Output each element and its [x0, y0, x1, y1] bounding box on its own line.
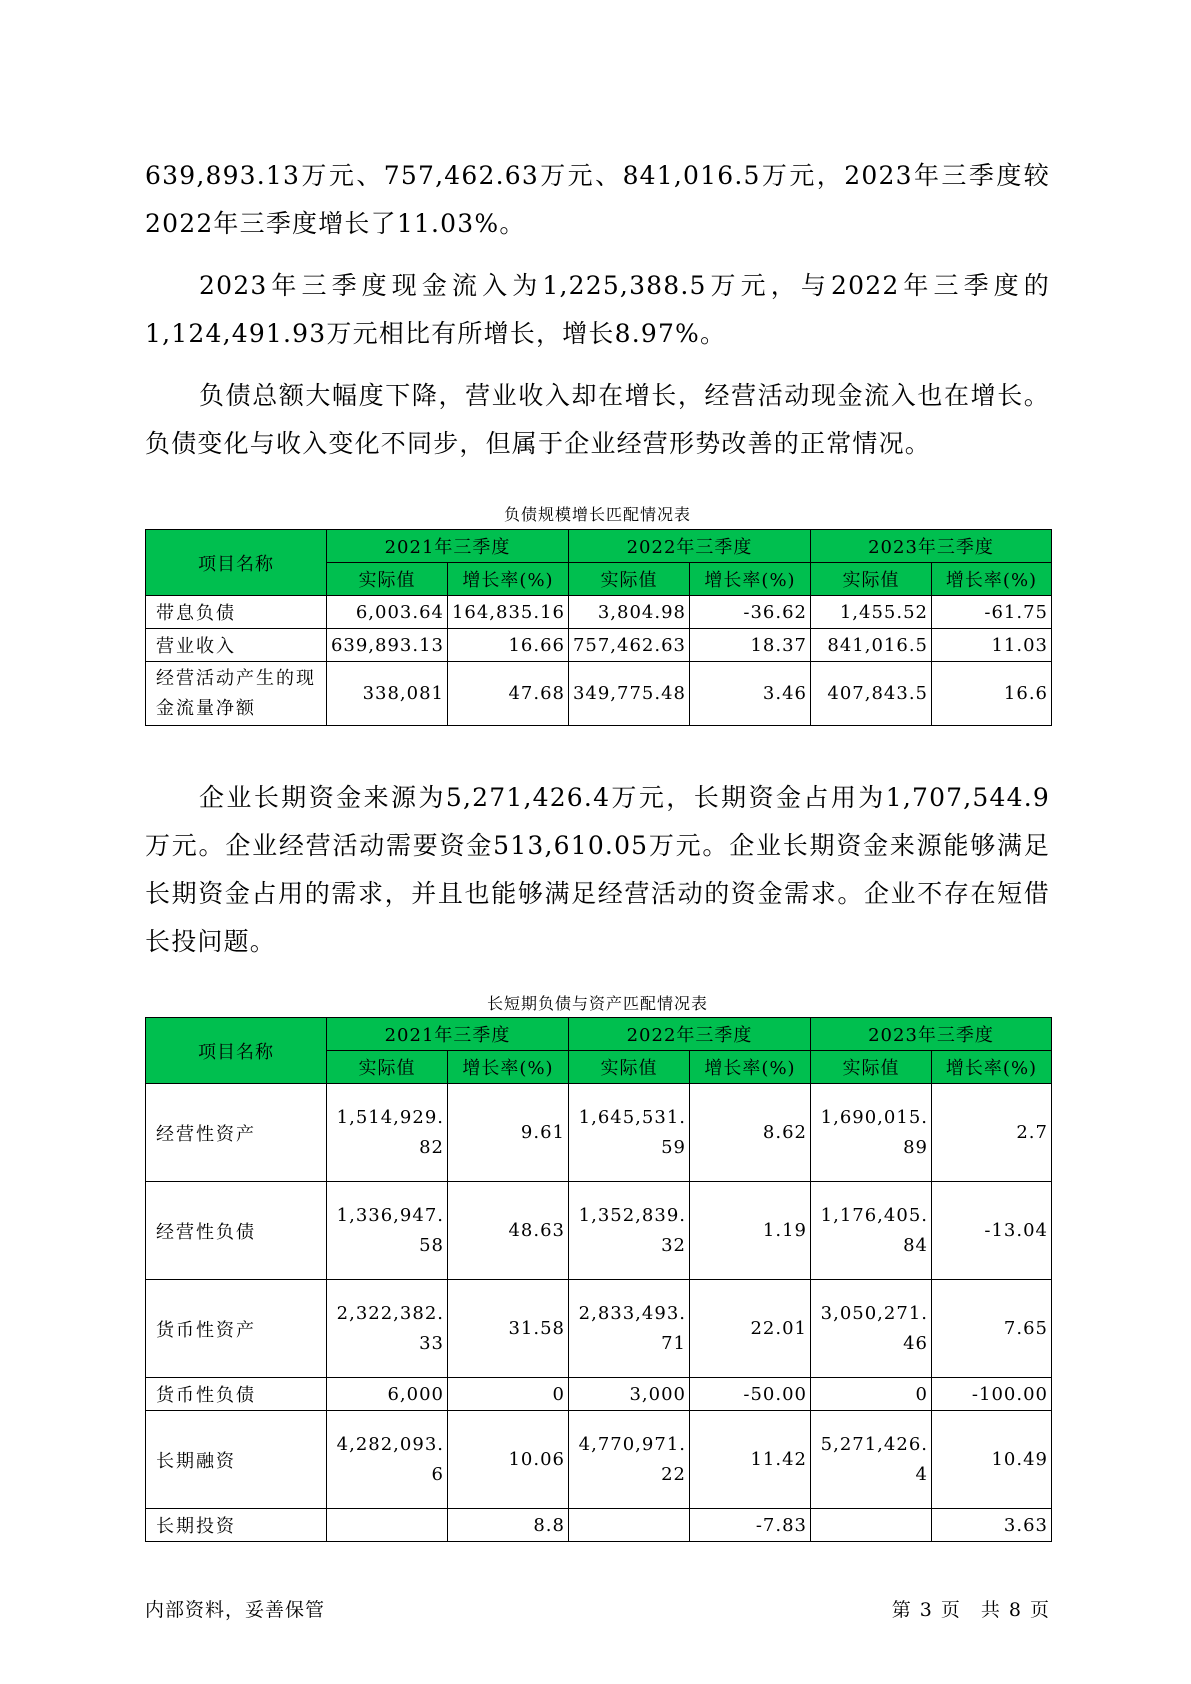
page-current: 3	[919, 1599, 933, 1621]
header-actual: 实际值	[569, 563, 690, 596]
header-actual: 实际值	[811, 1051, 932, 1084]
table-row	[146, 1182, 1052, 1280]
cell-value: 349,775.48	[569, 662, 690, 726]
cell-value: 8.8	[448, 1509, 569, 1542]
header-growth: 增长率(%)	[690, 1051, 811, 1084]
cell-value: -36.62	[690, 596, 811, 629]
cell-value: 4,770,971.22	[569, 1411, 690, 1509]
cell-value: 48.63	[448, 1182, 569, 1280]
header-item-name: 项目名称	[146, 1018, 327, 1084]
table-row	[146, 1509, 1052, 1542]
confidential-note: 内部资料，妥善保管	[145, 1599, 326, 1621]
cell-value: -50.00	[690, 1378, 811, 1411]
cell-value: 1.19	[690, 1182, 811, 1280]
cell-value: 47.68	[448, 662, 569, 726]
cell-value	[811, 1509, 932, 1542]
header-item-name: 项目名称	[146, 530, 327, 596]
header-actual: 实际值	[327, 563, 448, 596]
cell-value: 1,690,015.89	[811, 1084, 932, 1182]
cell-value: 11.42	[690, 1411, 811, 1509]
row-name: 经营性负债	[146, 1182, 327, 1280]
cell-value: 31.58	[448, 1280, 569, 1378]
row-name: 长期投资	[146, 1509, 327, 1542]
row-name: 货币性资产	[146, 1280, 327, 1378]
header-growth: 增长率(%)	[932, 563, 1052, 596]
cell-value: 2.7	[932, 1084, 1052, 1182]
cell-value: 5,271,426.4	[811, 1411, 932, 1509]
cell-value: 1,645,531.59	[569, 1084, 690, 1182]
header-growth: 增长率(%)	[448, 563, 569, 596]
cell-value: 0	[448, 1378, 569, 1411]
cell-value: 22.01	[690, 1280, 811, 1378]
page-total: 8	[1008, 1599, 1022, 1621]
table-row	[146, 662, 1052, 726]
page-prefix: 第	[891, 1599, 912, 1621]
header-growth: 增长率(%)	[448, 1051, 569, 1084]
header-period-2023: 2023年三季度	[811, 1018, 1052, 1051]
table-row	[146, 629, 1052, 662]
header-actual: 实际值	[569, 1051, 690, 1084]
page-mid: 页 共	[940, 1599, 1001, 1621]
cell-value: 338,081	[327, 662, 448, 726]
cell-value: 6,000	[327, 1378, 448, 1411]
header-growth: 增长率(%)	[932, 1051, 1052, 1084]
row-name: 货币性负债	[146, 1378, 327, 1411]
paragraph-long-term-funding: 企业长期资金来源为5,271,426.4万元，长期资金占用为1,707,544.9万元。企业经营活动需要资金513,610.05万元。企业长期资金来源能够满足长期资金占用的需求，并且也能够满足经营活动的资金需求。企业不存在短借长投问题。	[145, 783, 1050, 956]
header-actual: 实际值	[327, 1051, 448, 1084]
cell-value: 1,176,405.84	[811, 1182, 932, 1280]
paragraph-liability-analysis: 负债总额大幅度下降，营业收入却在增长，经营活动现金流入也在增长。负债变化与收入变化不同步，但属于企业经营形势改善的正常情况。	[145, 381, 1050, 458]
row-name: 带息负债	[146, 596, 327, 629]
asset-liability-matching-table	[145, 1017, 1052, 1542]
cell-value: 3.63	[932, 1509, 1052, 1542]
cell-value: 2,833,493.71	[569, 1280, 690, 1378]
liability-growth-table	[145, 529, 1052, 726]
cell-value: 10.06	[448, 1411, 569, 1509]
table-row	[146, 1411, 1052, 1509]
table2-caption: 长短期负债与资产匹配情况表	[486, 994, 708, 1013]
header-period-2021: 2021年三季度	[327, 1018, 569, 1051]
cell-value: 7.65	[932, 1280, 1052, 1378]
header-period-2021: 2021年三季度	[327, 530, 569, 563]
paragraph-cash-inflow: 2023年三季度现金流入为1,225,388.5万元，与2022年三季度的1,124,491.93万元相比有所增长，增长8.97%。	[145, 271, 1050, 348]
cell-value: 841,016.5	[811, 629, 932, 662]
page-number	[892, 1595, 1050, 1622]
cell-value: 1,455.52	[811, 596, 932, 629]
header-period-2023: 2023年三季度	[811, 530, 1052, 563]
cell-value: 164,835.16	[448, 596, 569, 629]
row-name: 营业收入	[146, 629, 327, 662]
cell-value: 16.6	[932, 662, 1052, 726]
cell-value: 16.66	[448, 629, 569, 662]
cell-value: 8.62	[690, 1084, 811, 1182]
cell-value: 18.37	[690, 629, 811, 662]
row-name: 经营活动产生的现金流量净额	[146, 662, 327, 726]
cell-value: 639,893.13	[327, 629, 448, 662]
cell-value: 1,352,839.32	[569, 1182, 690, 1280]
header-growth: 增长率(%)	[690, 563, 811, 596]
cell-value: 3.46	[690, 662, 811, 726]
cell-value	[327, 1509, 448, 1542]
cell-value: 9.61	[448, 1084, 569, 1182]
table1-caption: 负债规模增长匹配情况表	[503, 505, 691, 524]
cell-value	[569, 1509, 690, 1542]
cell-value: 3,000	[569, 1378, 690, 1411]
cell-value: 10.49	[932, 1411, 1052, 1509]
header-period-2022: 2022年三季度	[569, 530, 811, 563]
cell-value: -13.04	[932, 1182, 1052, 1280]
paragraph-revenue-summary: 639,893.13万元、757,462.63万元、841,016.5万元，2023年三季度较2022年三季度增长了11.03%。	[145, 161, 1050, 238]
cell-value: 6,003.64	[327, 596, 448, 629]
header-actual: 实际值	[811, 563, 932, 596]
cell-value: 4,282,093.6	[327, 1411, 448, 1509]
row-name: 长期融资	[146, 1411, 327, 1509]
cell-value: -7.83	[690, 1509, 811, 1542]
header-period-2022: 2022年三季度	[569, 1018, 811, 1051]
cell-value: 3,804.98	[569, 596, 690, 629]
table-row	[146, 1280, 1052, 1378]
cell-value: 407,843.5	[811, 662, 932, 726]
page-suffix: 页	[1029, 1599, 1050, 1621]
cell-value: 3,050,271.46	[811, 1280, 932, 1378]
cell-value: 1,336,947.58	[327, 1182, 448, 1280]
cell-value: -100.00	[932, 1378, 1052, 1411]
table-row	[146, 1084, 1052, 1182]
table-row	[146, 1378, 1052, 1411]
cell-value: 0	[811, 1378, 932, 1411]
cell-value: 2,322,382.33	[327, 1280, 448, 1378]
cell-value: -61.75	[932, 596, 1052, 629]
row-name: 经营性资产	[146, 1084, 327, 1182]
cell-value: 1,514,929.82	[327, 1084, 448, 1182]
table-row	[146, 596, 1052, 629]
cell-value: 11.03	[932, 629, 1052, 662]
cell-value: 757,462.63	[569, 629, 690, 662]
